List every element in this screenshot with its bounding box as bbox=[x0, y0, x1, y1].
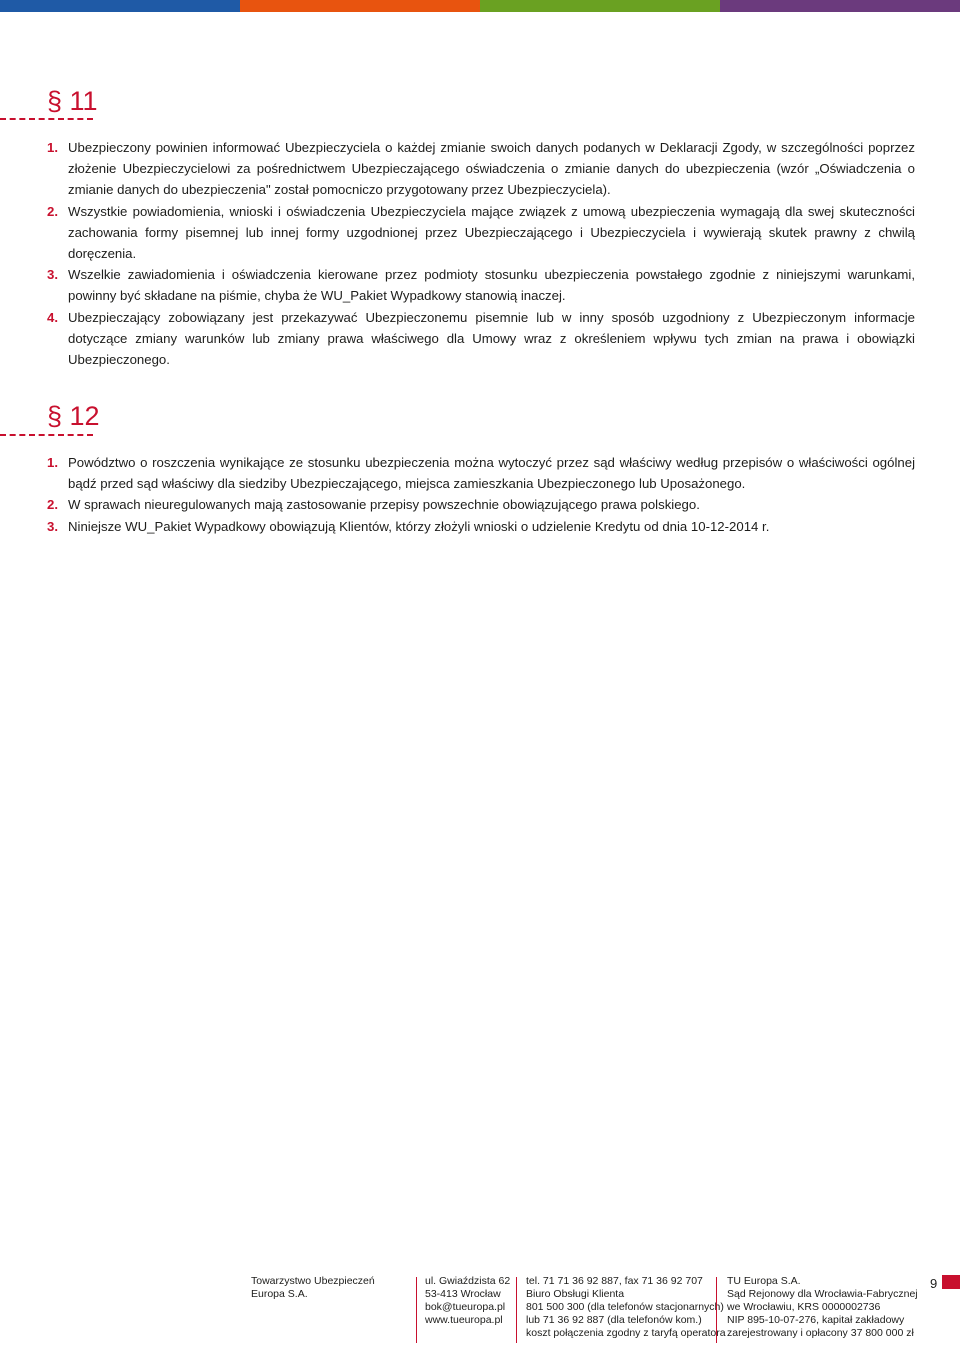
clause-text: Wszystkie powiadomienia, wnioski i oświadczenia Ubezpieczyciela mające związek z umową ubezpieczenia wymagają dla swej skuteczności zachowania formy pisemnej lub innej formy uzgodnionej przez Ubezpieczającego i Ubezpieczyciela i wywierają skutek prawny z chwilą doręczenia. bbox=[68, 203, 915, 262]
page-number-tab bbox=[942, 1275, 960, 1289]
clause-item bbox=[47, 264, 915, 306]
clause-number: 2. bbox=[47, 203, 58, 219]
section-heading-12: § 12 bbox=[47, 401, 100, 431]
clause-list-11 bbox=[47, 137, 915, 370]
section-rule-11 bbox=[0, 118, 93, 120]
footer-contact-line: tel. 71 71 36 92 887, fax 71 36 92 707 bbox=[526, 1275, 703, 1287]
top-color-bar bbox=[0, 0, 960, 12]
section-heading-11: § 11 bbox=[47, 86, 98, 116]
clause-item bbox=[47, 494, 915, 515]
top-bar-orange bbox=[240, 0, 480, 12]
footer-registry bbox=[727, 1275, 918, 1340]
footer-address-line: ul. Gwiaździsta 62 bbox=[425, 1275, 511, 1287]
clause-number: 1. bbox=[47, 140, 58, 155]
footer-company bbox=[251, 1275, 375, 1301]
clause-text: Wszelkie zawiadomienia i oświadczenia kierowane przez podmioty stosunku ubezpieczenia powstałego zgodnie z niniejszymi warunkami, powinny być składane na piśmie, chyba że WU_Pakiet Wypadkowy stanowią inaczej. bbox=[68, 267, 915, 304]
footer-registry-line: we Wrocławiu, KRS 0000002736 bbox=[727, 1301, 881, 1313]
footer-divider bbox=[516, 1277, 517, 1343]
footer-company-line: Europa S.A. bbox=[251, 1288, 308, 1300]
footer-address bbox=[425, 1275, 510, 1327]
footer-contact-line: koszt połączenia zgodny z taryfą operatora bbox=[526, 1327, 726, 1339]
clause-item bbox=[47, 307, 915, 371]
footer-contact bbox=[526, 1275, 726, 1340]
clause-number: 4. bbox=[47, 309, 58, 325]
page-footer bbox=[0, 1275, 960, 1347]
clause-item bbox=[47, 452, 915, 494]
clause-number: 2. bbox=[47, 497, 58, 513]
footer-contact-line: lub 71 36 92 887 (dla telefonów kom.) bbox=[526, 1314, 702, 1326]
clause-text: Ubezpieczony powinien informować Ubezpieczyciela o każdej zmianie swoich danych podanych w Deklaracji Zgody, w szczególności poprzez złożenie Ubezpieczycielowi za pośrednictwem Ubezpieczającego oświadczenia o zmianie danych do ubezpieczenia (wzór „Oświadczenia o zmianie danych do ubezpieczenia" został pomocniczo przygotowany przez Ubezpieczyciela). bbox=[68, 140, 915, 198]
clause-number: 1. bbox=[47, 455, 58, 470]
footer-address-line: 53-413 Wrocław bbox=[425, 1288, 501, 1300]
footer-website-link[interactable]: www.tueuropa.pl bbox=[425, 1314, 503, 1326]
footer-divider bbox=[716, 1277, 717, 1343]
page-number: 9 bbox=[930, 1276, 938, 1291]
clause-text: Powództwo o roszczenia wynikające ze stosunku ubezpieczenia można wytoczyć przez sąd właściwy według przepisów o właściwości ogólnej bądź przed sąd właściwy dla siedziby Ubezpieczającego, miejsca zamieszkania Ubezpieczonego lub Uposażonego. bbox=[68, 455, 915, 492]
footer-registry-line: TU Europa S.A. bbox=[727, 1275, 801, 1287]
footer-company-line: Towarzystwo Ubezpieczeń bbox=[251, 1275, 375, 1287]
footer-contact-line: 801 500 300 (dla telefonów stacjonarnych) bbox=[526, 1301, 724, 1313]
top-bar-blue bbox=[0, 0, 240, 12]
section-rule-12 bbox=[0, 434, 93, 436]
clause-number: 3. bbox=[47, 267, 58, 283]
top-bar-purple bbox=[720, 0, 960, 12]
clause-list-12 bbox=[47, 452, 915, 537]
footer-contact-line: Biuro Obsługi Klienta bbox=[526, 1288, 625, 1300]
footer-divider bbox=[416, 1277, 417, 1343]
clause-text: Niniejsze WU_Pakiet Wypadkowy obowiązują Klientów, którzy złożyli wnioski o udzielenie Kredytu od dnia 10-12-2014 r. bbox=[68, 518, 770, 534]
footer-registry-line: Sąd Rejonowy dla Wrocławia-Fabrycznej bbox=[727, 1288, 918, 1300]
footer-registry-line: NIP 895-10-07-276, kapitał zakładowy bbox=[727, 1314, 905, 1326]
footer-registry-line: zarejestrowany i opłacony 37 800 000 zł bbox=[727, 1327, 914, 1339]
clause-item bbox=[47, 201, 915, 265]
clause-item bbox=[47, 137, 915, 201]
clause-text: Ubezpieczający zobowiązany jest przekazywać Ubezpieczonemu pisemnie lub w inny sposób uzgodniony z Ubezpieczonym informacje dotyczące zmiany warunków lub zmiany prawa właściwego dla Umowy wraz z określeniem wpływu tych zmian na prawa i obowiązki Ubezpieczonego. bbox=[68, 309, 915, 368]
top-bar-green bbox=[480, 0, 720, 12]
clause-text: W sprawach nieuregulowanych mają zastosowanie przepisy powszechnie obowiązującego prawa polskiego. bbox=[68, 497, 700, 513]
clause-number: 3. bbox=[47, 518, 58, 534]
footer-email-link[interactable]: bok@tueuropa.pl bbox=[425, 1301, 506, 1313]
clause-item bbox=[47, 516, 915, 537]
